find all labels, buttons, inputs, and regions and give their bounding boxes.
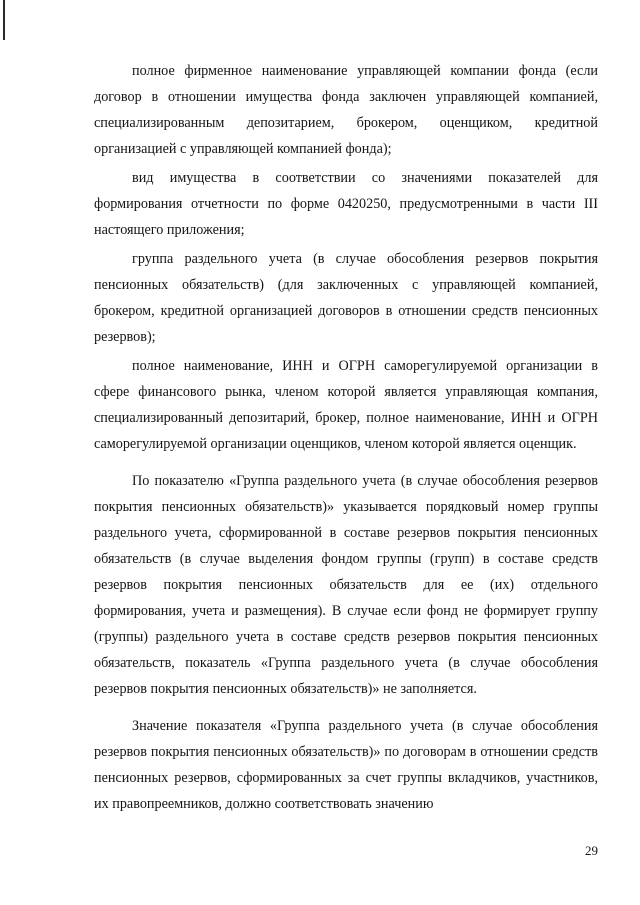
paragraph-sro-details: полное наименование, ИНН и ОГРН саморегулируемой организации в сфере финансового рынка, членом которой является управляющая компания, специализированный депозитарий, брокер, полное наименование, ИНН и ОГРН саморегулируемой организации оценщиков, членом которой является оценщик. <box>94 358 598 452</box>
scan-edge-mark <box>3 0 5 40</box>
paragraph-management-company-name: полное фирменное наименование управляющей компании фонда (если договор в отношении имущества фонда заключен управляющей компанией, специализированным депозитарием, брокером, оценщиком, кредитной организацией с управляющей компанией фонда); <box>94 63 598 157</box>
page-number: 29 <box>585 843 598 858</box>
paragraph-group-indicator-value: Значение показателя «Группа раздельного учета (в случае обособления резервов покрытия пенсионных обязательств)» по договорам в отношении средств пенсионных резервов, сформированных за счет группы вкладчиков, участников, их правопреемников, должно соответствовать значению <box>94 718 598 812</box>
document-body <box>94 58 598 817</box>
paragraph-separate-accounting-group: группа раздельного учета (в случае обособления резервов покрытия пенсионных обязательств) (для заключенных с управляющей компанией, брокером, кредитной организацией договоров в отношении средств пенсионных резервов); <box>94 251 598 345</box>
paragraph-group-indicator: По показателю «Группа раздельного учета (в случае обособления резервов покрытия пенсионных обязательств)» указывается порядковый номер группы раздельного учета, сформированной в составе резервов покрытия пенсионных обязательств (в случае выделения фондом группы (групп) в составе средств резервов покрытия пенсионных обязательств для ее (их) отдельного формирования, учета и размещения). В случае если фонд не формирует группу (группы) раздельного учета в составе средств резервов покрытия пенсионных обязательств, показатель «Группа раздельного учета (в случае обособления резервов покрытия пенсионных обязательств)» не заполняется. <box>94 473 598 697</box>
paragraph-property-type: вид имущества в соответствии со значениями показателей для формирования отчетности по форме 0420250, предусмотренными в части III настоящего приложения; <box>94 170 598 238</box>
